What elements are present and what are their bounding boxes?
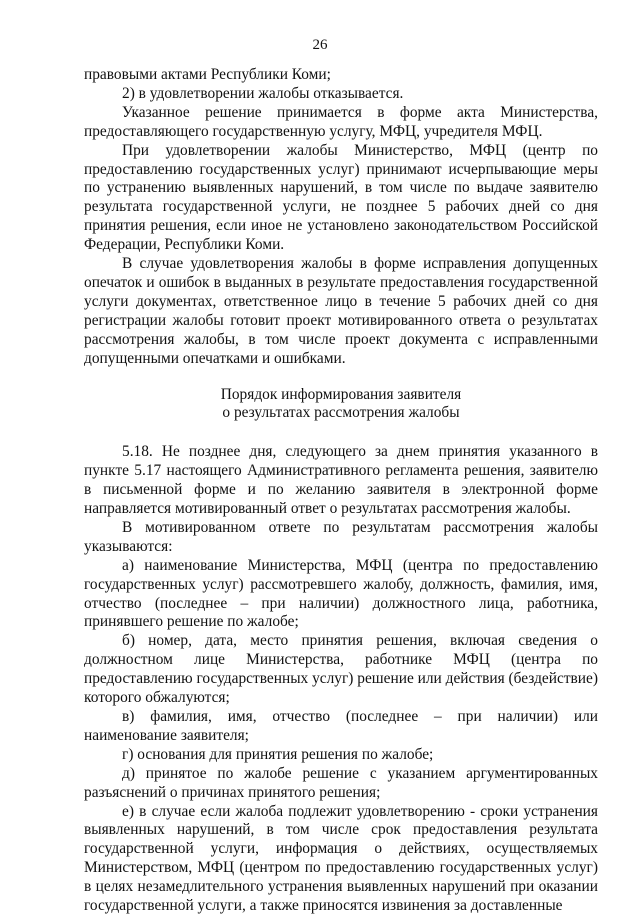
paragraph-bottom-6: д) принятое по жалобе решение с указанием аргументированных разъяснений о причинах принятого решения; <box>84 764 598 801</box>
paragraph-top-4: В случае удовлетворения жалобы в форме исправления допущенных опечаток и ошибок в выданных в результате предоставления государственной услуги документах, ответственное лицо в течение 5 рабочих дней со дня регистрации жалобы готовит проект мотивированного ответа о результатах рассмотрения жалобы, в том числе проект документа с исправленными допущенными опечатками и ошибками. <box>84 255 598 367</box>
paragraph-top-2: Указанное решение принимается в форме акта Министерства, предоставляющего государственную услугу, МФЦ, учредителя МФЦ. <box>84 103 598 140</box>
paragraph-top-3: При удовлетворении жалобы Министерство, МФЦ (центр по предоставлению государственных услуг) принимают исчерпывающие меры по устранению выявленных нарушений, в том числе по выдаче заявителю результата государственной услуги, не позднее 5 рабочих дней со дня принятия решения, если иное не установлено законодательством Российской Федерации, Республики Коми. <box>84 141 598 254</box>
section-heading <box>84 386 598 424</box>
paragraph-bottom-2: а) наименование Министерства, МФЦ (центра по предоставлению государственных услуг) рассмотревшего жалобу, должность, фамилия, имя, отчество (последнее – при наличии) должностного лица, работника, принявшего решение по жалобе; <box>84 556 598 631</box>
section-heading-line-2: о результатах рассмотрения жалобы <box>222 404 460 422</box>
paragraph-bottom-1: В мотивированном ответе по результатам рассмотрения жалобы указываются: <box>84 518 598 555</box>
section-heading-line-1: Порядок информирования заявителя <box>220 385 462 403</box>
paragraph-bottom-0: 5.18. Не позднее дня, следующего за днем принятия указанного в пункте 5.17 настоящего Административного регламента решения, заявителю в письменной форме и по желанию заявителя в электронной форме направляется мотивированный ответ о результатах рассмотрения жалобы. <box>84 443 598 518</box>
paragraph-bottom-3: б) номер, дата, место принятия решения, включая сведения о должностном лице Министерства, работнике МФЦ (центра по предоставлению государственных услуг) решение или действия (бездействие) которого обжалуются; <box>84 632 598 707</box>
paragraph-top-1: 2) в удовлетворении жалобы отказывается. <box>122 84 404 102</box>
page-number: 26 <box>312 37 328 53</box>
paragraphs-bottom <box>84 443 598 916</box>
paragraph-bottom-4: в) фамилия, имя, отчество (последнее – при наличии) или наименование заявителя; <box>84 708 598 744</box>
document-body <box>84 66 598 916</box>
paragraph-bottom-5: г) основания для принятия решения по жалобе; <box>122 745 434 763</box>
paragraphs-top <box>84 66 598 369</box>
paragraph-bottom-7: е) в случае если жалоба подлежит удовлетворению - сроки устранения выявленных нарушений, в том числе срок предоставления результата государственной услуги, информация о действиях, осуществляемых Министерством, МФЦ (центром по предоставлению государственных услуг) в целях незамедлительного устранения выявленных нарушений при оказании государственной услуги, а также приносятся извинения за доставленные <box>84 802 598 915</box>
paragraph-top-0: правовыми актами Республики Коми; <box>84 66 331 83</box>
